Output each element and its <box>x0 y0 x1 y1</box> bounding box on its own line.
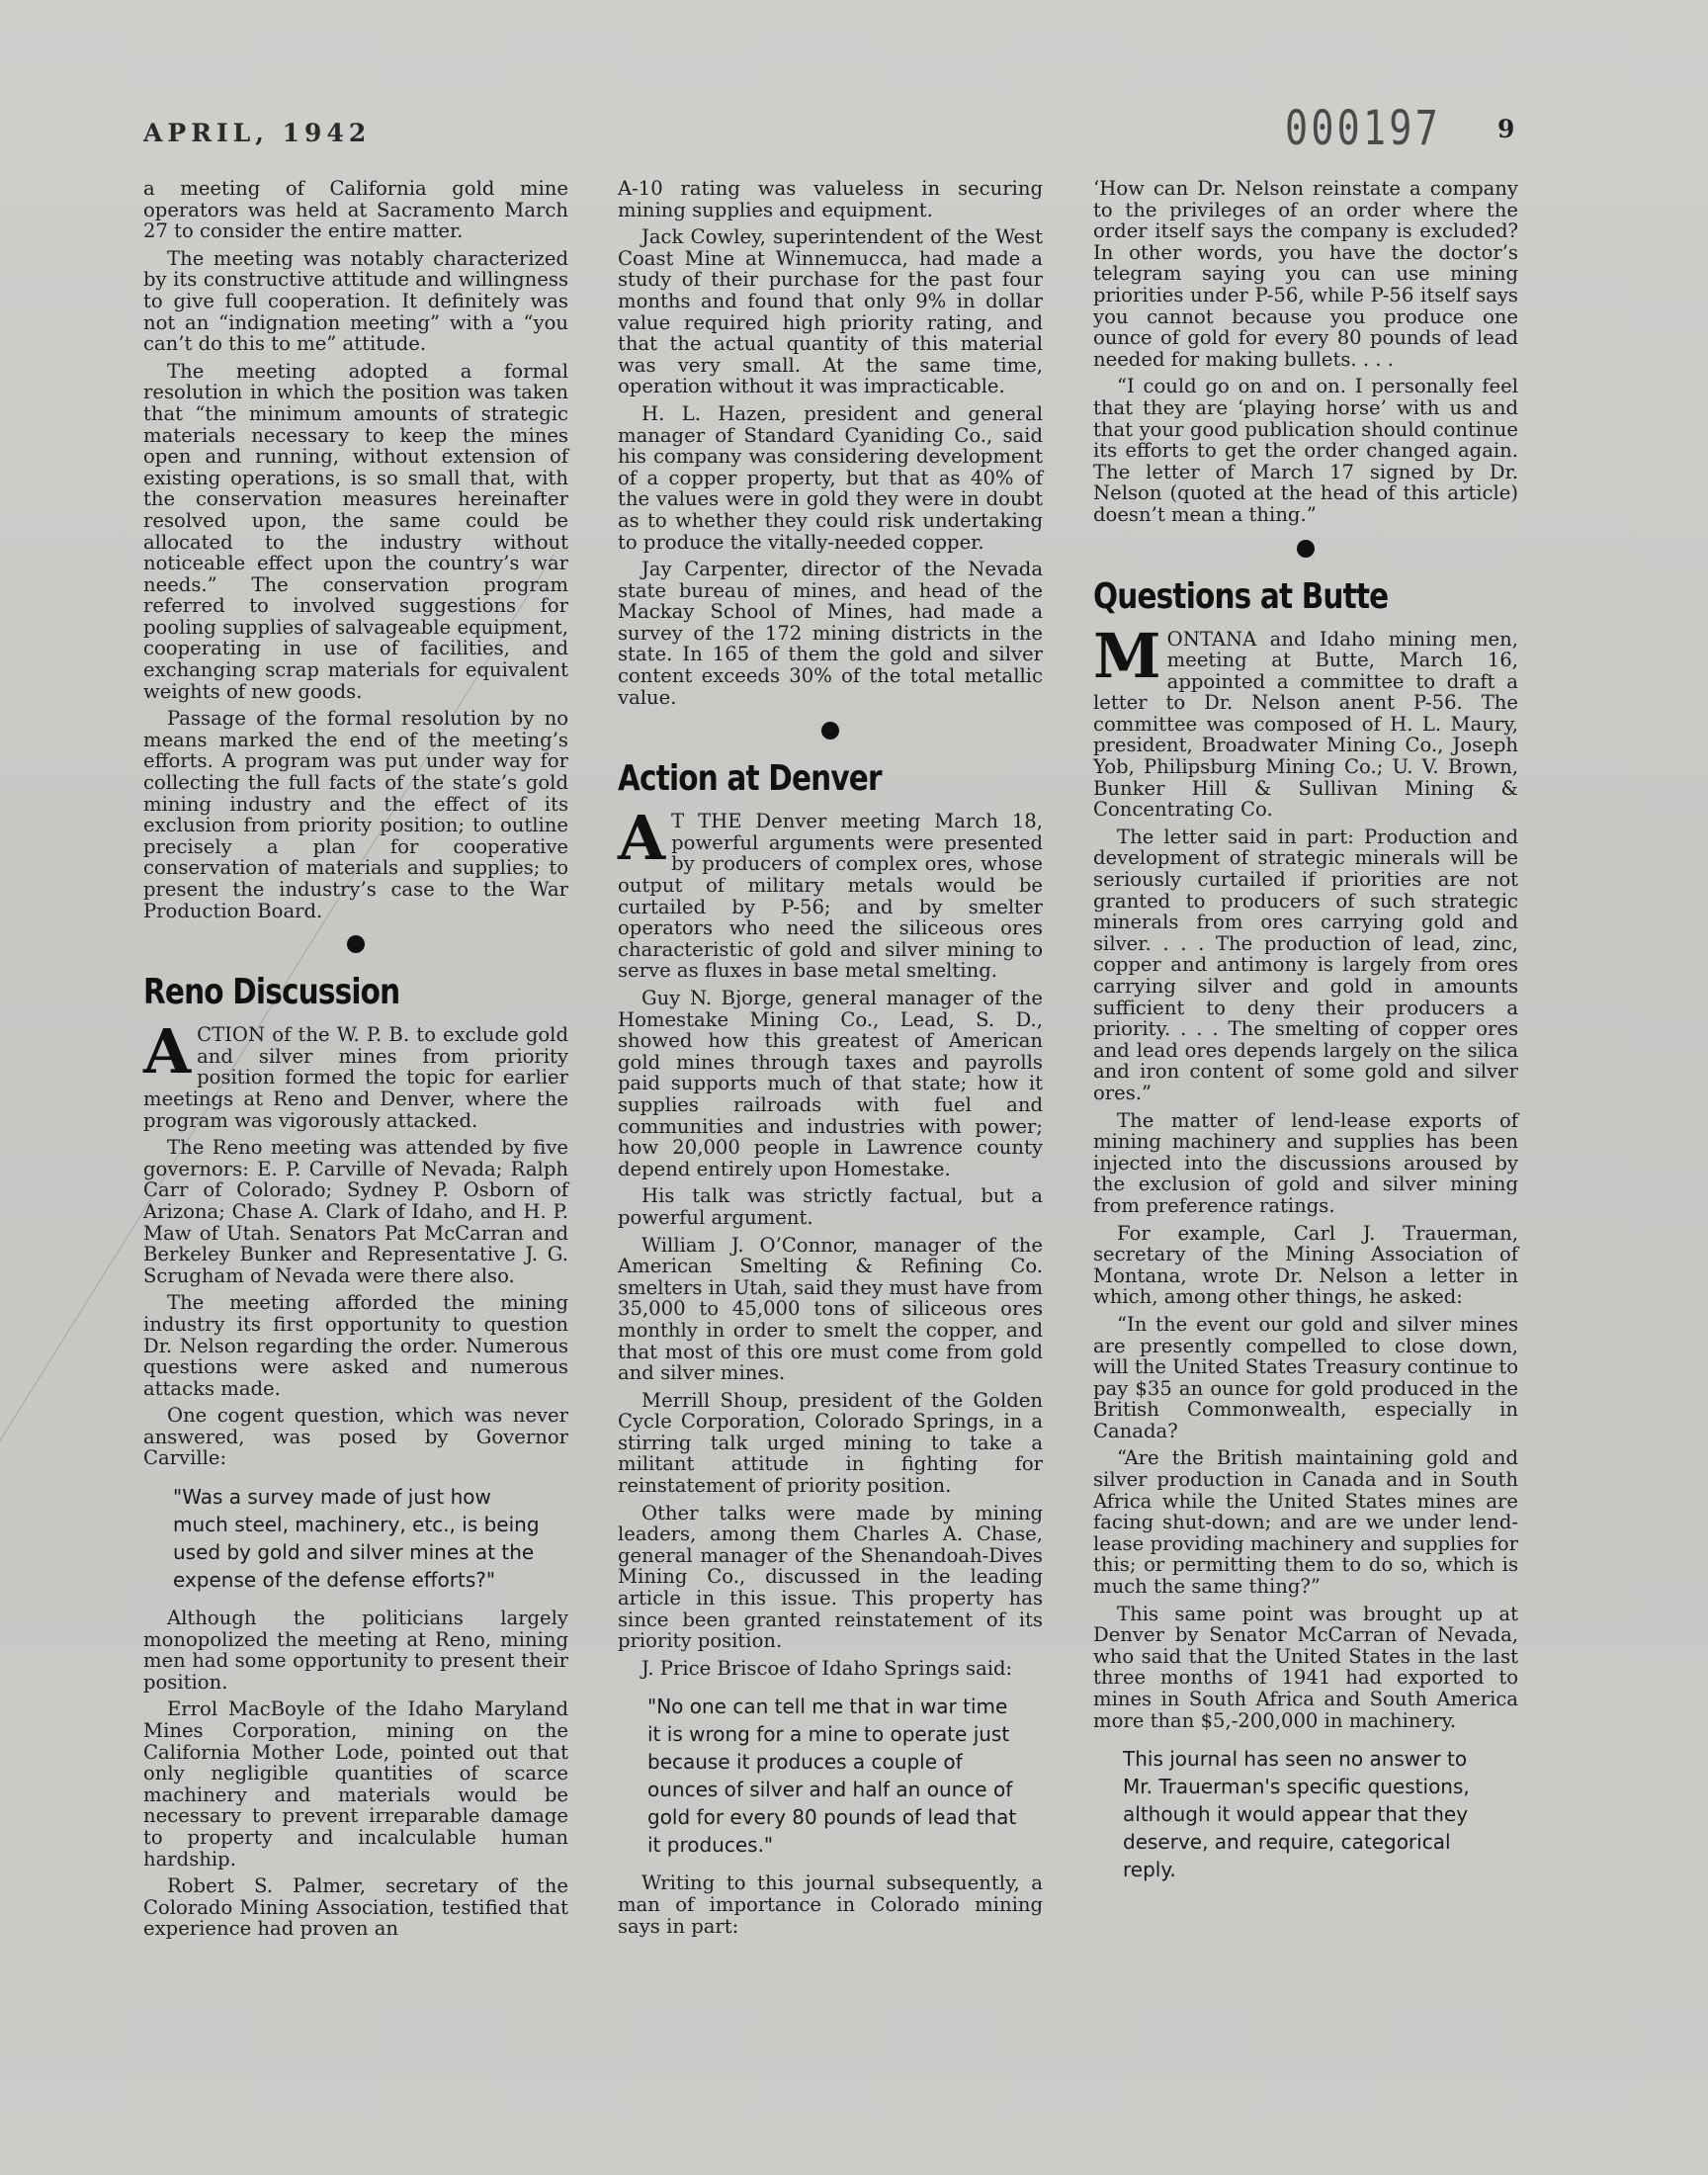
paragraph: Jack Cowley, superintendent of the West Coast Mine at Winnemucca, had made a study of their purchase for the past four months and found that only 9% in dollar value required high priority rating, and that the actual quantity of this material was very small. At the same time, operation without it was impracticable. <box>618 225 1043 398</box>
paragraph: One cogent question, which was never answered, was posed by Governor Carville: <box>143 1404 568 1470</box>
paragraph: This same point was brought up at Denver by Senator McCarran of Nevada, who said that the United States in the last three months of 1941 had exported to mines in South Africa and South America more than $5,-200,000 in machinery. <box>1093 1602 1518 1732</box>
paragraph-text: T THE Denver meeting March 18, powerful arguments were presented by producers of complex ores, whose output of military metals would be curtailed by P-56; and by smelter operators who need the siliceous ores characteristic of gold and silver mining to serve as fluxes in base metal smelting. <box>618 810 1043 983</box>
paragraph: His talk was strictly factual, but a powerful argument. <box>618 1184 1043 1229</box>
paragraph: J. Price Briscoe of Idaho Springs said: <box>641 1656 1013 1680</box>
paragraph-dropcap <box>618 802 1043 983</box>
paragraph: The meeting adopted a formal resolution in which the position was taken that “the minimum amounts of strategic materials necessary to keep the mines open and running, without extension of existing operations, is so small that, with the conservation measures hereinafter resolved upon, the same could be allocated to the industry without noticeable effect upon the country’s war needs.” The conservation program referred to involved suggestions for pooling supplies of salvageable equipment, cooperating in use of facilities, and exchanging scrap materials for equivalent weights of new goods. <box>143 359 568 703</box>
paragraph: Writing to this journal subsequently, a man of importance in Colorado mining says in part: <box>618 1871 1043 1938</box>
paragraph: Errol MacBoyle of the Idaho Maryland Mines Corporation, mining on the California Mother Lode, pointed out that only negligible quantities of scarce machinery and materials would be necessary to prevent irreparable damage to property and incalculable human hardship. <box>143 1697 568 1870</box>
section-bullet <box>1297 540 1315 558</box>
paragraph: The matter of lend-lease exports of mining machinery and supplies has been injected into the discussions aroused by the exclusion of gold and silver mining from preference ratings. <box>1093 1108 1518 1217</box>
paragraph: “Are the British maintaining gold and silver production in Canada and in South Africa while the United States mines are facing shut-down; and are we under lend-lease providing machinery and supplies for this; or permitting them to do so, which is much the same thing?” <box>1093 1446 1518 1599</box>
paragraph: William J. O’Connor, manager of the American Smelting & Refining Co. smelters in Utah, said they must have from 35,000 to 45,000 tons of siliceous ores monthly in order to smelt the copper, and that most of this ore must come from gold and silver mines. <box>618 1233 1043 1385</box>
column-3 <box>1093 178 1518 1897</box>
paragraph: The Reno meeting was attended by five governors: E. P. Carville of Nevada; Ralph Carr of Colorado; Sydney P. Osborn of Arizona; Chase A. Clark of Idaho, and H. P. Maw of Utah. Senators Pat McCarran and Berkeley Bunker and Representative J. G. Scrugham of Nevada were there also. <box>143 1136 568 1287</box>
paragraph: “In the event our gold and silver mines are presently compelled to close down, will the United States Treasury continue to pay $35 an ounce for gold produced in the British Commonwealth, especially in Canada? <box>1093 1312 1518 1442</box>
paragraph: A-10 rating was valueless in securing mining supplies and equipment. <box>618 177 1043 221</box>
paragraph-text: ONTANA and Idaho mining men, meeting at Butte, March 16, appointed a committee to draft a letter to Dr. Nelson anent P-56. The committee was composed of H. L. Maury, president, Broadwater Mining Co., Joseph Yob, Philipsburg Mining Co.; U. V. Brown, Bunker Hill & Sullivan Mining & Concentrating Co. <box>1093 627 1518 822</box>
paragraph: Guy N. Bjorge, general manager of the Homestake Mining Co., Lead, S. D., showed how this greatest of American gold mines through taxes and payrolls paid supports much of that state; how it supplies railroads with fuel and communities and industries with power; how 20,000 people in Lawrence county depend entirely upon Homestake. <box>618 987 1043 1180</box>
dropcap: A <box>143 1015 192 1088</box>
section-heading-reno: Reno Discussion <box>143 972 400 1013</box>
paragraph: Other talks were made by mining leaders, among them Charles A. Chase, general manager of the Shenandoah-Dives Mining Co., discussed in the leading article in this issue. This property has since been granted reinstatement of its priority position. <box>618 1501 1043 1653</box>
page-stamp-number: 000197 <box>1285 101 1441 156</box>
section-heading-denver: Action at Denver <box>618 758 882 800</box>
paragraph: Merrill Shoup, president of the Golden Cycle Corporation, Colorado Springs, in a stirring talk urged mining to take a militant attitude in fighting for reinstatement of priority position. <box>618 1388 1043 1498</box>
paragraph: a meeting of California gold mine operators was held at Sacramento March 27 to consider the entire matter. <box>143 177 568 243</box>
paragraph: The letter said in part: Production and development of strategic minerals will be seriously curtailed if priorities are not granted to producers of such strategic minerals from ores carrying gold and silver. . . . The production of lead, zinc, copper and antimony is largely from ores carrying silver and gold in amounts sufficient to deny their producers a priority. . . . The smelting of copper ores and lead ores depends largely on the silica and iron content of some gold and silver ores.” <box>1093 825 1518 1104</box>
paragraph: “I could go on and on. I personally feel that they are ‘playing horse’ with us and that your good publication should continue its efforts to get the order changed again. The letter of March 17 signed by Dr. Nelson (quoted at the head of this article) doesn’t mean a thing.” <box>1093 375 1518 526</box>
paragraph-dropcap <box>1093 619 1518 822</box>
paragraph: Although the politicians largely monopolized the meeting at Reno, mining men had some opportunity to present their position. <box>143 1607 568 1694</box>
paragraph: H. L. Hazen, president and general manager of Standard Cyaniding Co., said his company was considering development of a copper property, but that as 40% of the values were in gold they were in doubt as to whether they could risk undertaking to produce the vitally-needed copper. <box>618 401 1043 554</box>
paragraph: ‘How can Dr. Nelson reinstate a company to the privileges of an order where the order itself says the company is excluded? In other words, you have the doctor’s telegram saying you can use mining priorities under P-56, while P-56 itself says you cannot because you produce one ounce of gold for every 80 pounds of lead needed for making bullets. . . . <box>1093 177 1518 371</box>
paragraph-text: CTION of the W. P. B. to exclude gold and silver mines from priority position formed the topic for earlier meetings at Reno and Denver, where the program was vigorously attacked. <box>143 1023 568 1132</box>
closing-note: This journal has seen no answer to Mr. Trauerman's specific questions, although it would appear that they deserve, and require, categorical reply. <box>1123 1747 1470 1882</box>
section-bullet <box>347 935 365 953</box>
dropcap: M <box>1093 619 1161 692</box>
paragraph: Jay Carpenter, director of the Nevada state bureau of mines, and head of the Mackay School of Mines, had made a survey of the 172 mining districts in the state. In 165 of them the gold and silver content exceeds 30% of the total metallic value. <box>618 558 1043 709</box>
column-2 <box>618 178 1043 1943</box>
pull-quote: "Was a survey made of just how much steel, machinery, etc., is being used by gold and silver mines at the expense of the defense efforts?" <box>173 1485 540 1593</box>
pull-quote: "No one can tell me that in war time it is wrong for a mine to operate just because it produces a couple of ounces of silver and half an ounce of gold for every 80 pounds of lead that it produces." <box>647 1695 1017 1858</box>
paragraph: The meeting was notably characterized by its constructive attitude and willingness to give full cooperation. It definitely was not an “indignation meeting” with a “you can’t do this to me” attitude. <box>143 246 568 356</box>
paragraph: Robert S. Palmer, secretary of the Colorado Mining Association, testified that experience had proven an <box>143 1874 568 1941</box>
issue-date: APRIL, 1942 <box>143 119 372 147</box>
section-bullet <box>821 722 839 740</box>
page-number: 9 <box>1497 115 1515 143</box>
paragraph: For example, Carl J. Trauerman, secretary of the Mining Association of Montana, wrote Dr. Nelson a letter in which, among other things, he asked: <box>1093 1221 1518 1309</box>
paragraph: The meeting afforded the mining industry its first opportunity to question Dr. Nelson regarding the order. Numerous questions were asked and numerous attacks made. <box>143 1291 568 1400</box>
paragraph-dropcap <box>143 1015 568 1132</box>
dropcap: A <box>618 802 666 875</box>
column-1 <box>143 178 568 1946</box>
paragraph: Passage of the formal resolution by no means marked the end of the meeting’s efforts. A program was put under way for collecting the full facts of the state’s gold mining industry and the effect of its exclusion from priority position; to outline precisely a plan for cooperative conservation of materials and supplies; to present the industry’s case to the War Production Board. <box>143 707 568 922</box>
section-heading-butte: Questions at Butte <box>1093 575 1389 617</box>
